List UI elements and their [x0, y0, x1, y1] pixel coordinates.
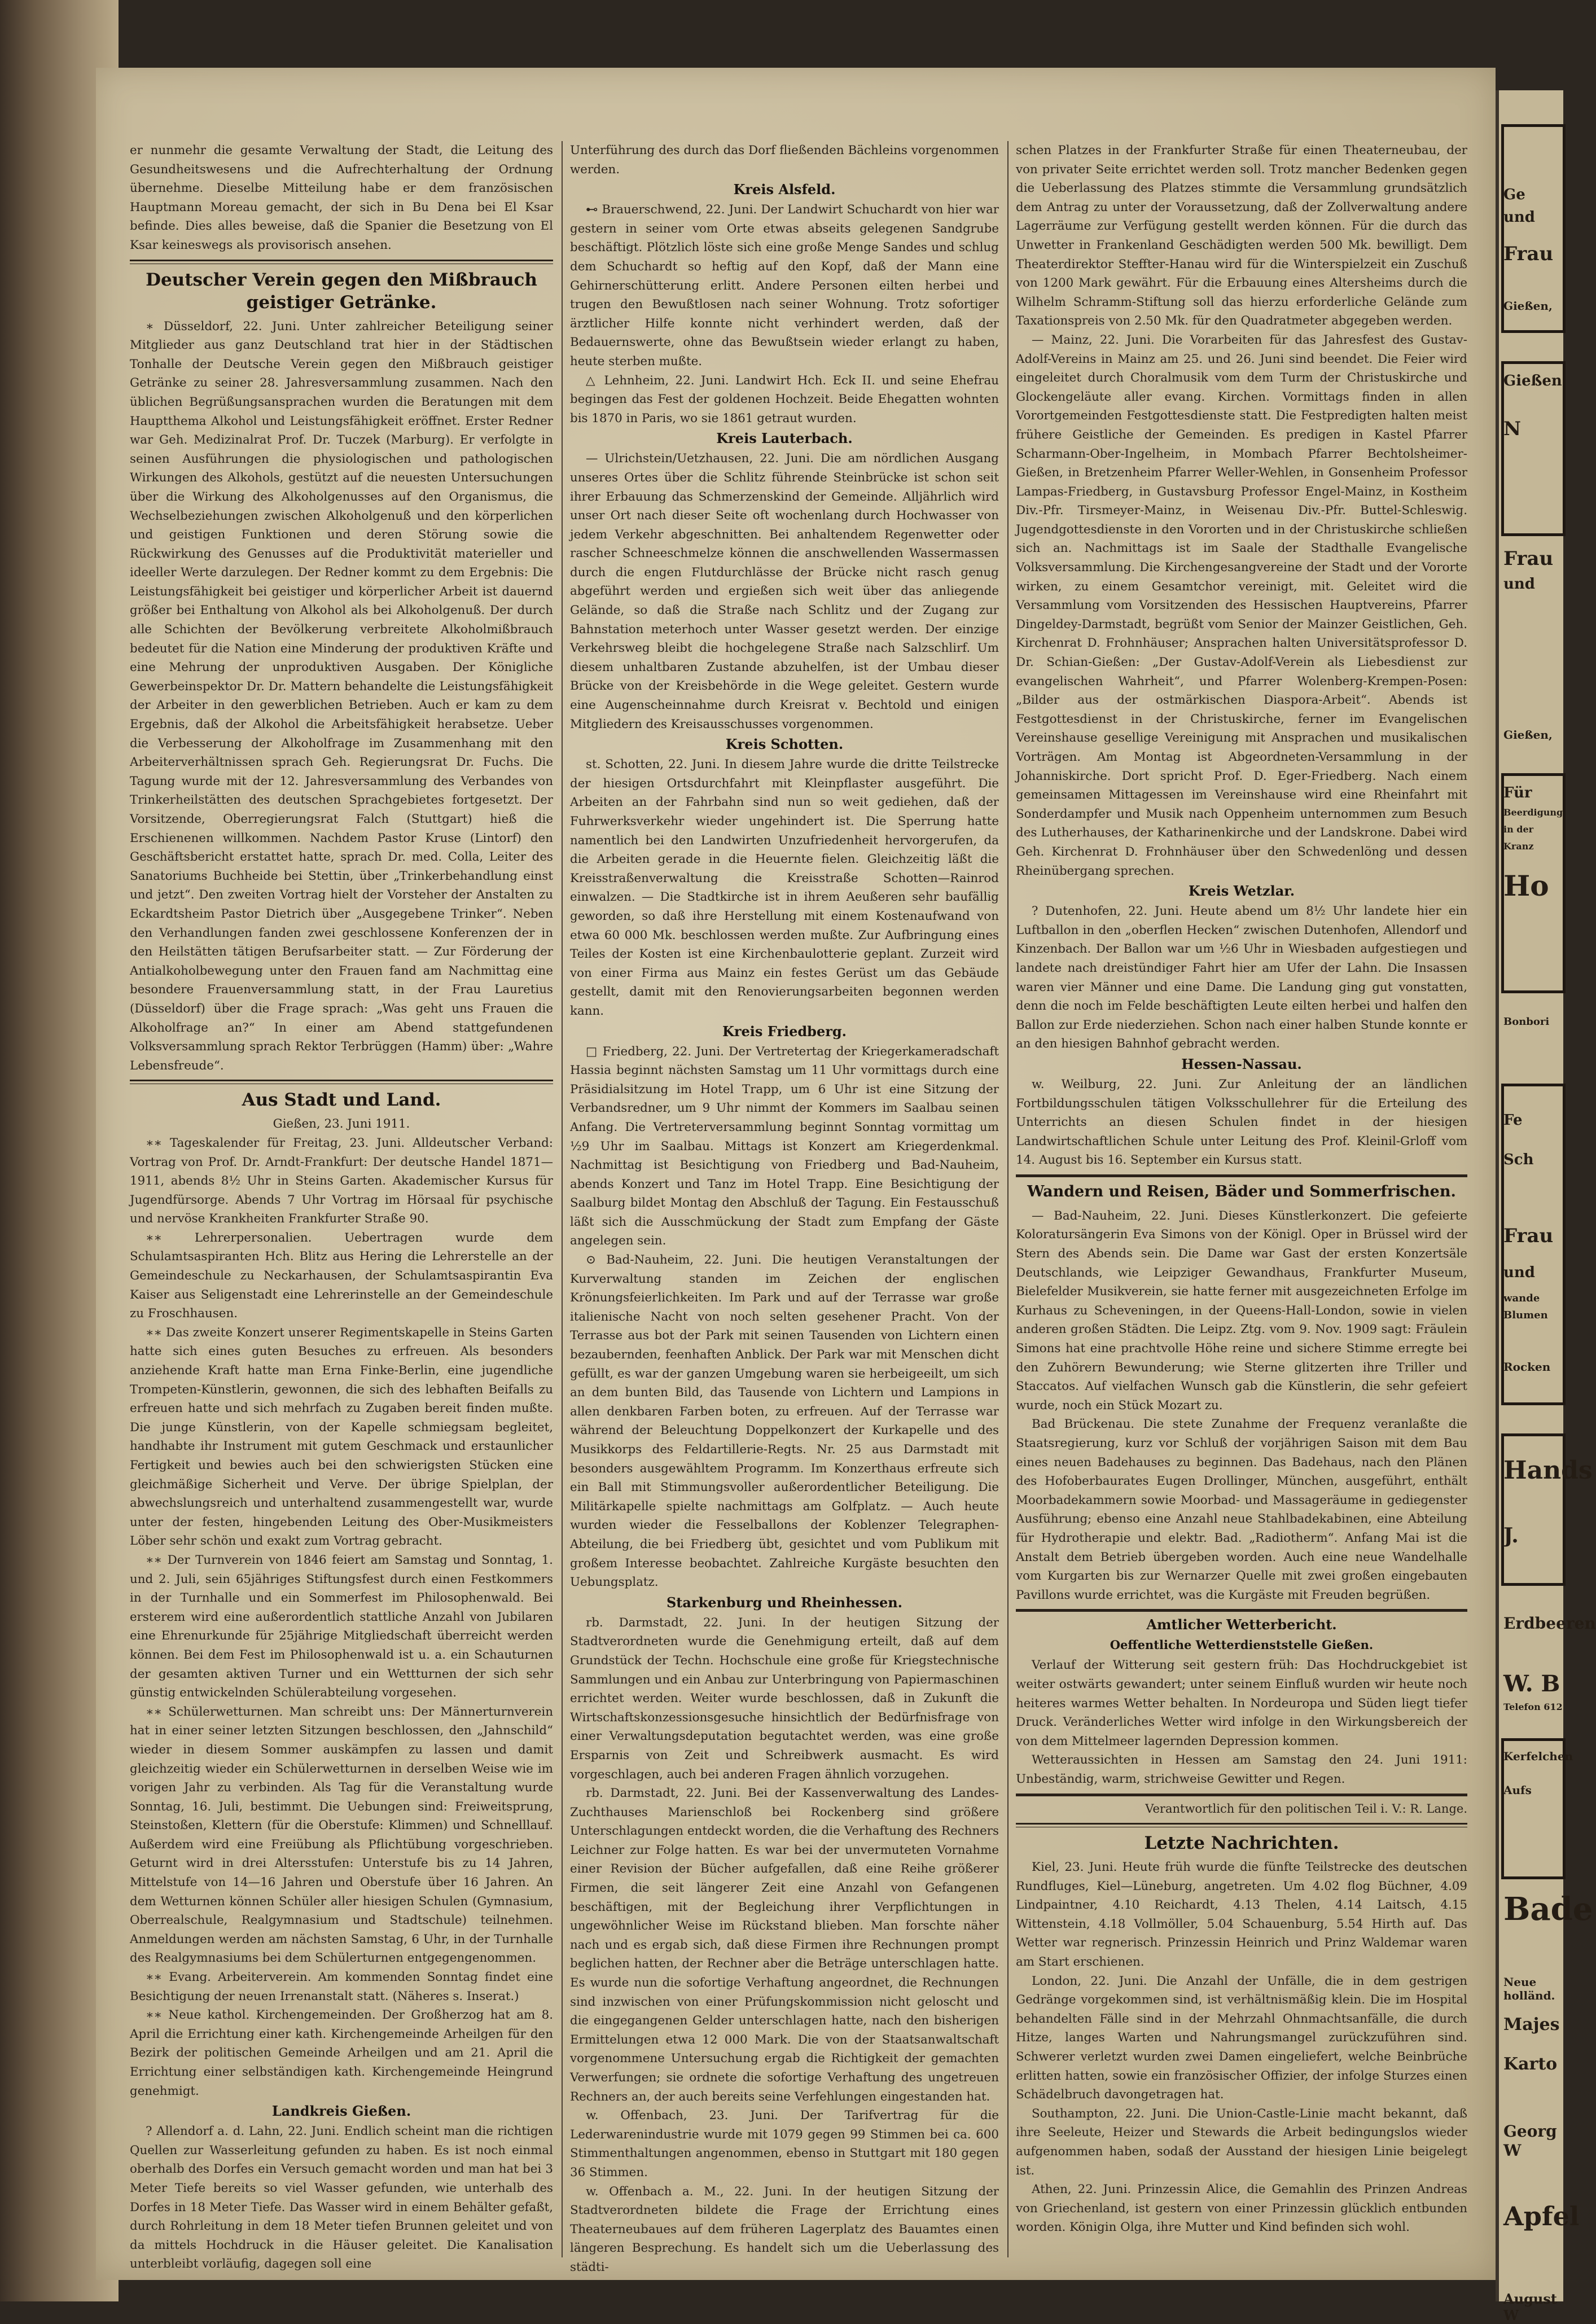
column-separator — [562, 141, 563, 2257]
news-item: ? Allendorf a. d. Lahn, 22. Juni. Endlich scheint man die richtigen Quellen zur Wasserleitung gefunden zu haben. Es ist noch einmal oberhalb des Dorfes ein Versuch gemacht worden und man hat bei 3 Meter Tiefe bereits so viel Wasser gefunden, wie unterhalb des Dorfes in 18 Meter Tiefe. Das Wasser wird in einem Behälter gefaßt, durch Rohrleitung in dem 18 Meter tiefen Brunnen geleitet und von da mittels Hochdruck in die Häuser geleitet. Die Kanalisation unterbleibt vorläufig, dagegen soll eine — [130, 2124, 553, 2272]
column-2 — [570, 141, 999, 2277]
ad-fragment: Rocken — [1503, 1360, 1551, 1374]
divider — [130, 260, 553, 264]
section-heading: Deutscher Verein gegen den Mißbrauch geistiger Getränke. — [146, 269, 537, 313]
dateline: Gießen, 23. Juni 1911. — [273, 1117, 410, 1132]
ad-fragment: Apfel — [1503, 2201, 1580, 2231]
section-subheading: Starkenburg und Rheinhessen. — [666, 1594, 903, 1611]
adjacent-page-strip — [1496, 90, 1596, 2323]
news-item: □ Friedberg, 22. Juni. Der Vertretertag der Kriegerkameradschaft Hassia beginnt nächsten Samstag um 11 Uhr vormittags durch eine Präsidialsitzung im Hotel Trapp, um 6 Uhr ist eine Sitzung der Verbandsredner, um 9 Uhr nimmt der Kommers im Saalbau seinen Anfang. Die Vertreterversammlung beginnt Sonntag vormittag um ½9 Uhr im Saalbau. Mittags ist Konzert am Kriegerdenkmal. Nachmittag ist Besichtigung von Friedberg und Bad-Nauheim, abends Konzert und Tanz im Hotel Trapp. Eine Besichtigung der Saalburg bildet Montag den Abschluß der Tagung. Ein Festausschuß läßt sich die Ausschmückung der Stadt zum Empfang der Gäste angelegen sein. — [570, 1044, 999, 1248]
section-subheading: Hessen-Nassau. — [1181, 1055, 1302, 1072]
divider — [1016, 1823, 1467, 1827]
news-item: Kiel, 23. Juni. Heute früh wurde die fünfte Teilstrecke des deutschen Rundfluges, Kiel—Lüneburg, angetreten. Um 4.02 flog Büchner, 4.09 Lindpaintner, 4.10 Reichardt, 4.13 Thelen, 4.14 Laitsch, 4.15 Wittenstein, 4.18 Vollmöller, 5.04 Schauenburg, 5.54 Hirth auf. Das Wetter war regnerisch. Prinzessin Heinrich und Prinz Waldemar waren am Start erschienen. — [1016, 1860, 1467, 1970]
ad-fragment: Frau — [1503, 243, 1554, 265]
section-subheading: Kreis Lauterbach. — [716, 430, 853, 447]
ad-fragment: Aufs — [1503, 1783, 1532, 1797]
ad-fragment: Telefon 612 — [1503, 1702, 1563, 1712]
news-item: st. Schotten, 22. Juni. In diesem Jahre wurde die dritte Teilstrecke der hiesigen Ortsdurchfahrt mit Kleinpflaster ausgeführt. Die Arbeiten an der Fahrbahn sind nun so weit gediehen, daß der Fuhrwerksverkehr wieder ungehindert ist. Die Sperrung hatte namentlich bei den Landwirten Unzufriedenheit hervorgerufen, da die Arbeiten gerade in die Heuernte fielen. Gleichzeitig läßt die Kreisstraßenverwaltung die Kreisstraße Schotten—Rainrod einwalzen. — Die Stadtkirche ist in ihrem Aeußeren sehr baufällig geworden, so daß ihre Herstellung mit einem Kostenaufwand von etwa 60 000 Mk. beschlossen werden mußte. Zur Aufbringung eines Teiles der Kosten ist eine Kirchenbaulotterie geplant. Zurzeit wird von einer Firma aus Mainz ein festes Gerüst um das Gebäude gestellt, damit mit den Renovierungsarbeiten begonnen werden kann. — [570, 757, 999, 1018]
ad-fragment: und — [1503, 576, 1535, 593]
ad-fragment: J. — [1503, 1524, 1519, 1547]
section-heading: Aus Stadt und Land. — [242, 1090, 441, 1111]
imprint: Verantwortlich für den politischen Teil i. V.: R. Lange. — [1145, 1801, 1467, 1816]
news-item: rb. Darmstadt, 22. Juni. Bei der Kassenverwaltung des Landes-Zuchthauses Marienschloß bei Rockenberg sind größere Unterschlagungen entdeckt worden, die die Verhaftung des Rechners Leichner zur Folge hatten. Es war bei der unvermuteten Vornahme einer Revision der Bücher aufgefallen, daß eine Reihe größerer Firmen, die seit längerer Zeit eine Anzahl von Gefangenen beschäftigen, mit der Begleichung ihrer Verpflichtungen in ungewöhnlicher Weise im Rückstand blieben. Man forschte näher nach und es ergab sich, daß diese Firmen ihre Rechnungen prompt beglichen hatten, der Rechner aber die Beträge unterschlagen hatte. Es wurde nun die sofortige Verhaftung angeordnet, die Rechnungen sind inzwischen von einer Prüfungskommission nicht geloscht und die eingegangenen Gelder unterschlagen hatte, nach den bisherigen Ermittelungen etwa 12 000 Mark. Die von der Staatsanwaltschaft vorgenommene Untersuchung ergab die Richtigkeit der gemachten Verwerfungen; sie ordnete die sofortige Verhaftung des ungetreuen Rechners an, der auch bereits seine Verfehlungen eingestanden hat. — [570, 1786, 999, 2104]
ad-fragment: und — [1503, 1264, 1535, 1281]
news-item: ∗∗ Lehrerpersonalien. Uebertragen wurde dem Schulamtsaspiranten Hch. Blitz aus Hering die Lehrerstelle an der Gemeindeschule zu Neckarhausen, der Schulamtsaspirantin Eva Kaiser aus Seligenstadt eine Lehrerinstelle an der Gemeindeschule zu Froschhausen. — [130, 1230, 553, 1321]
news-item: — Ulrichstein/Uetzhausen, 22. Juni. Die am nördlichen Ausgang unseres Ortes über die Schlitz führende Steinbrücke ist schon seit ihrer Erbauung das Schmerzenskind der Gemeinde. Alljährlich wird unser Ort nach dieser Seite oft wochenlang durch Hochwasser von jedem Verkehr abgeschnitten. Bei anhaltendem Regenwetter oder rascher Schneeschmelze können die anschwellenden Wassermassen durch die engen Flutdurchlässe der Brücke nicht rasch genug abgeführt werden und ergießen sich weit über das anliegende Gelände, so daß die Straße nach Schlitz und der Zugang zur Bahnstation meterhoch unter Wasser gesetzt werden. Der einzige Verkehrsweg bleibt die hochgelegene Straße nach Salzschlirf. Um diesem unhaltbaren Zustande abzuhelfen, ist der Umbau dieser Brücke von der Kreisbehörde in die Wege geleitet. Gestern wurde eine Augenscheinnahme durch Kreisrat v. Bechtold und einigen Mitgliedern des Kreisausschusses vorgenommen. — [570, 451, 999, 731]
article-intro: er nunmehr die gesamte Verwaltung der Stadt, die Leitung des Gesundheitswesens und die Aufrechterhaltung der Ordnung übernehme. Dieselbe Mitteilung habe er dem französischen Hauptmann Moreau gemacht, der sich in Bu Dena bei El Ksar befinde. Dies alles beweise, daß die Spanier die Besetzung von El Ksar keineswegs als provisorisch ansehen. — [130, 143, 553, 252]
column-separator — [1007, 141, 1009, 2257]
ad-fragment: N — [1503, 418, 1522, 440]
news-item: ∗∗ Das zweite Konzert unserer Regimentskapelle in Steins Garten hatte sich eines guten Besuches zu erfreuen. Als besonders anziehende Kraft hatte man Erna Finke-Berlin, eine jugendliche Trompeten-Künstlerin, gewonnen, die sich des lebhaften Beifalls zu erfreuen hatte und sich mehrfach zu Zugaben bereit finden mußte. Die junge Künstlerin, von der Kapelle schmiegsam begleitet, handhabte ihr Instrument mit gutem Geschmack und erstaunlicher Fertigkeit und bewies auch bei den schwierigsten Stücken eine gleichmäßige Sicherheit und Verve. Der übrige Spielplan, der abwechslungsreich und unterhaltend zusammengestellt war, wurde unter der festen, hingebenden Leitung des Ober-Musikmeisters Löber sehr schön und exakt zum Vortrag gebracht. — [130, 1325, 553, 1549]
news-item: ∗∗ Schülerwetturnen. Man schreibt uns: Der Männerturnverein hat in einer seiner letzten Sitzungen beschlossen, den „Jahnschild“ wieder in diesem Sommer auskämpfen zu lassen und damit gleichzeitig wieder ein Schülerwetturnen in derselben Weise wie im vorigen Jahr zu verbinden. Als Tag für die Veranstaltung wurde Sonntag, 16. Juli, bestimmt. Die Uebungen sind: Freiweitsprung, Steinstoßen, Klettern (für die Oberstufe: Klimmen) und Schnelllauf. Außerdem wird eine Freiübung als Pflichtübung vorgeschrieben. Geturnt wird in drei Altersstufen: Unterstufe bis zu 14 Jahren, Mittelstufe von 14—16 Jahren und Oberstufe über 16 Jahren. An dem Wetturnen können Schüler aller hiesigen Schulen (Gymnasium, Oberrealschule, Realgymnasium und Stadtschule) teilnehmen. Anmeldungen werden am nächsten Samstag, 6 Uhr, in der Turnhalle des Realgymnasiums bei dem Schülerturnen entgegengenommen. — [130, 1704, 553, 1966]
weather-forecast: Wetteraussichten in Hessen am Samstag den 24. Juni 1911: Unbeständig, warm, strichweise Gewitter und Regen. — [1016, 1753, 1467, 1786]
article-intro: schen Platzes in der Frankfurter Straße für einen Theaterneubau, der von privater Seite errichtet werden soll. Trotz mancher Bedenken gegen die Ueberlassung des Platzes stimmte die Versammlung grundsätzlich dem Antrag zu unter der Voraussetzung, daß der Zollverwaltung andere Lagerräume zur Verfügung gestellt werden können. Für die durch das Unwetter in Frankenland Geschädigten werden 500 Mk. bewilligt. Dem Theaterdirektor Steffter-Hanau wird für die Winterspielzeit ein Zuschuß von 1200 Mark gewährt. Für die Erbauung eines Altersheims durch die Wilhelm Schramm-Stiftung soll das hierzu erforderliche Gelände zum Taxationspreis von 2.50 Mk. für den Quadratmeter abgegeben werden. — [1016, 143, 1467, 328]
ad-fragment: Erdbeeren — [1503, 1614, 1596, 1633]
section-subheading: Kreis Alsfeld. — [733, 181, 836, 198]
news-item: — Bad-Nauheim, 22. Juni. Dieses Künstlerkonzert. Die gefeierte Koloratursängerin Eva Simons von der Königl. Oper in Brüssel wird der Stern des Abends sein. Die Dame war Gast der ersten Konzertsäle Deutschlands, wie Leipziger Gewandhaus, Frankfurter Museum, Bielefelder Musikverein, sie hatte ferner mit ausgezeichneten Erfolge im Kurhaus zu Scheveningen, in der Queens-Hall-London, sowie in vielen anderen großen Städten. Die Leipz. Ztg. vom 9. Nov. 1909 sagt: Fräulein Simons hat eine prachtvolle Höhe reine und sichere Stimme erregte bei den Zuhörern Bewunderung; wie Sterne glitzerten ihre Triller und Staccatos. Auf vielfachen Wunsch gab die Künstlerin, die sehr gefeiert wurde, noch ein Stück Mozart zu. — [1016, 1208, 1467, 1413]
news-item: London, 22. Juni. Die Anzahl der Unfälle, die in dem gestrigen Gedränge vorgekommen sind, ist verhältnismäßig klein. Die im Hospital behandelten Fälle sind in der Mehrzahl Ohnmachtsanfälle, die durch Hitze, langes Warten und Nahrungsmangel zurückzuführen sind. Schwerer verletzt wurden zwei Damen eingeliefert, welche Beinbrüche erlitten hatten, sowie ein französischer Offizier, der infolge Sturzes einen Schädelbruch davongetragen hat. — [1016, 1974, 1467, 2102]
weather-report: Verlauf der Witterung seit gestern früh: Das Hochdruckgebiet ist weiter ostwärts gewandert; unter seinem Einfluß wurden wir heute noch heiteres warmes Wetter behalten. In Nordeuropa und Süden liegt tiefer Druck. Veränderliches Wetter wird infolge in den Wirkungsbereich der von dem Mittelmeer lagernden Depression kommen. — [1016, 1658, 1467, 1748]
section-subheading: Amtlicher Wetterbericht. — [1146, 1616, 1337, 1633]
ad-fragment: August W — [1503, 2291, 1557, 2323]
article-intro: Unterführung des durch das Dorf fließenden Bächleins vorgenommen werden. — [570, 143, 999, 177]
ad-fragment: Frau — [1503, 547, 1554, 570]
news-item: ∗∗ Evang. Arbeiterverein. Am kommenden Sonntag findet eine Besichtigung der neuen Irrenanstalt statt. (Näheres s. Inserat.) — [130, 1970, 553, 2003]
news-item: ⊙ Bad-Nauheim, 22. Juni. Die heutigen Veranstaltungen der Kurverwaltung standen im Zeichen der englischen Krönungsfeierlichkeiten. Im Park und auf der Terrasse war große italienische Nacht von noch selten gesehener Pracht. Von der Terrasse aus bot der Park mit seinen Tausenden von Lichtern einen bezaubernden, feenhaften Anblick. Der Park war mit Menschen dicht gefüllt, es war der ganzen Umgebung waren sie herbeigeeilt, um sich an dem bunten Bild, das Tausende von Lichtern und Lampions in allen denkbaren Farben boten, zu erfreuen. Auf der Terrasse war während der Beleuchtung Doppelkonzert der Kurkapelle und des Musikkorps des Feldartillerie-Regts. Nr. 25 aus Darmstadt mit besonders ausgewähltem Programm. Im Konzerthaus erfreute sich ein Ball mit Stimmungsvoller außerordentlicher Beteiligung. Die Militärkapelle spielte nachmittags am Golfplatz. — Auch heute wurden wieder die Fesselballons der Koblenzer Telegraphen-Abteilung, die bei Friedberg übt, gesichtet und vom Publikum mit großem Interesse beobachtet. Zahlreiche Kurgäste besuchten den Uebungsplatz. — [570, 1253, 999, 1590]
ad-fragment: Fe — [1503, 1112, 1523, 1129]
ad-fragment: Ge — [1503, 186, 1525, 203]
section-subheading: Landkreis Gießen. — [271, 2103, 411, 2120]
ad-fragment: Majes — [1503, 2015, 1560, 2034]
ad-fragment: Neue holländ. — [1503, 1975, 1555, 2002]
ad-fragment: Hands — [1503, 1456, 1593, 1485]
news-item: w. Offenbach, 23. Juni. Der Tarifvertrag für die Lederwarenindustrie wurde mit 1079 gegen 99 Stimmen bei ca. 600 Stimmenthaltungen angenommen, ebenso in Stuttgart mit 180 gegen 36 Stimmen. — [570, 2108, 999, 2180]
ad-fragment: Für — [1503, 784, 1532, 801]
news-item: Athen, 22. Juni. Prinzessin Alice, die Gemahlin des Prinzen Andreas von Griechenland, ist gestern von einer Prinzessin glücklich entbunden worden. Königin Olga, ihre Mutter und Kind befinden sich wohl. — [1016, 2182, 1467, 2235]
ad-fragment: Sch — [1503, 1151, 1534, 1168]
divider — [1016, 1174, 1467, 1177]
news-item: w. Offenbach a. M., 22. Juni. In der heutigen Sitzung der Stadtverordneten bildete die Frage der Errichtung eines Theaterneubaues auf dem früheren Lagerplatz des Bauamtes einen längeren Besprechung. Es handelt sich um die Ueberlassung des städti- — [570, 2184, 999, 2274]
column-3 — [1016, 141, 1467, 2237]
ad-fragment: W. B — [1503, 1670, 1560, 1697]
section-subheading: Oeffentliche Wetterdienststelle Gießen. — [1110, 1638, 1374, 1652]
ad-fragment: Kranz — [1503, 841, 1534, 852]
news-item: Bad Brückenau. Die stete Zunahme der Frequenz veranlaßte die Staatsregierung, kurz vor Schluß der vorjährigen Saison mit dem Bau eines neuen Badehauses zu beginnen. Das Badehaus, nach den Plänen des Hofoberbaurates Eugen Drollinger, München, ausgeführt, enthält Moorbadekammern sowie Moorbad- und Massageräume in gediegenster Ausführung; ebenso eine Anzahl neue Stahlbadekabinen, eine Abteilung für Hydrotherapie und elektr. Bad. „Radiotherm“. Anfang Mai ist die Anstalt dem Betrieb übergeben worden. Auch eine neue Wandelhalle vom Kurgarten bis zur Wernarzer Quelle mit zwei großen eingebauten Pavillons wurde errichtet, was die Kurgäste mit Freuden begrüßen. — [1016, 1417, 1467, 1602]
ad-fragment: Georg W — [1503, 2122, 1557, 2160]
ad-fragment: Beerdigung — [1503, 807, 1563, 818]
section-subheading: Kreis Friedberg. — [722, 1023, 847, 1040]
news-item: — Mainz, 22. Juni. Die Vorarbeiten für das Jahresfest des Gustav-Adolf-Vereins in Mainz am 25. und 26. Juni sind beendet. Die Feier wird eingeleitet durch Choralmusik vom dem Turm der Christuskirche und Glockengeläute aller evang. Kirchen. Vormittags finden in allen Vorortgemeinden Festgottesdienste statt. Die Festpredigten halten meist frühere Geistliche der Gemeinden. Es predigen in Kastel Pfarrer Scharmann-Ober-Ingelheim, in Mombach Pfarrer Bechtolsheimer-Gießen, in Bretzenheim Pfarrer Weller-Wehlen, in Gonsenheim Professor Lampas-Friedberg, in Gustavsburg Professor Engel-Mainz, in Kostheim Div.-Pfr. Tirsmeyer-Mainz, in Weisenau Div.-Pfr. Buttel-Schleswig. Jugendgottesdienste in den Vororten und in der Christuskirche schließen sich an. Nachmittags ist im Saale der Stadthalle Evangelische Volksversammlung. Die Kirchengesangvereine der Stadt und der Vororte wirken, zu einem Gesamtchor vereinigt, mit. Geleitet wird die Versammlung vom Vorsitzenden des Hessischen Hauptvereins, Pfarrer Dingeldey-Darmstadt, begrüßt vom Senior der Mainzer Geistlichen, Geh. Kirchenrat D. Frohnhäuser; Ansprachen halten Universitätsprofessor D. Dr. Schian-Gießen: „Der Gustav-Adolf-Verein als Liebesdienst zur evangelischen Wahrheit“, und Pfarrer Wolenberg-Krempen-Posen: „Bilder aus der ostmärkischen Diaspora-Arbeit“. Abends ist Festgottesdienst in der Christuskirche, ferner im Evangelischen Vereinshause gesellige Vereinigung mit Ansprachen und musikalischen Vorträgen. Am Montag ist Abgeordneten-Versammlung in der Johanniskirche. Dort spricht Prof. D. Eger-Friedberg. Nach einem gemeinsamen Mittagessen im Vereinshause wird eine Rheinfahrt mit Sonderdampfer und Musik nach Oppenheim unternommen zum Besuch des Lutherhauses, der Katharinenkirche und der Landskrone. Dabei wird Geh. Kirchenrat D. Frohnhäuser über den Schwedenlöng und dessen Rheinübergang sprechen. — [1016, 332, 1467, 878]
ad-fragment: Kerfelchen — [1503, 1749, 1573, 1763]
divider — [1016, 1609, 1467, 1612]
ad-fragment: Gießen — [1503, 372, 1562, 389]
article-text: ∗ Düsseldorf, 22. Juni. Unter zahlreicher Beteiligung seiner Mitglieder aus ganz Deutschland trat hier in der Städtischen Tonhalle der Deutsche Verein gegen den Mißbrauch geistiger Getränke zu seiner 28. Jahresversammlung zusammen. Nach den üblichen Begrüßungsansprachen wurden die Beratungen mit dem Hauptthema Alkohol und Leistungsfähigkeit eröffnet. Erster Redner war Geh. Medizinalrat Prof. Dr. Tuczek (Marburg). Er verfolgte in seinen Ausführungen die physiologischen und pathologischen Wirkungen des Alkohols, gestützt auf die neuesten Untersuchungen über die Wirkung des Alkoholgenusses auf den Organismus, die Wechselbeziehungen zwischen Alkoholgenuß und den körperlichen und geistigen Funktionen und deren Störung sowie die Rückwirkung des Genusses auf die Produktivität materieller und ideeller Werte darzulegen. Der Redner kommt zu dem Ergebnis: Die Leistungsfähigkeit bei geistiger und körperlicher Arbeit ist dauernd größer bei Enthaltung von Alkohol als bei Alkoholgenuß. Der durch alle Schichten der Bevölkerung verbreitete Alkoholmißbrauch bedeutet für die Nation eine Minderung der produktiven Kräfte und eine Mehrung der unproduktiven Ausgaben. Der Königliche Gewerbeinspektor Dr. Dr. Mattern behandelte die Leistungsfähigkeit der Arbeiter in den gewerblichen Betrieben. Auch er kam zu dem Ergebnis, daß der Alkohol die Arbeitsfähigkeit herabsetze. Ueber die Verbesserung der Alkoholfrage im Zusammenhang mit den Arbeiterverhältnissen sprach Geh. Regierungsrat Dr. Fuchs. Die Tagung wurde mit der 12. Jahresversammlung des Verbandes von Trinkerheilstätten des deutschen Sprachgebietes fortgesetzt. Der Vorsitzende, Oberregierungsrat Falch (Stuttgart) hieß die Erschienenen willkommen. Nachdem Pastor Kruse (Lintorf) den Geschäftsbericht erstattet hatte, sprach Dr. med. Colla, Leiter des Sanatoriums Buchheide bei Stettin, über „Trinkerbehandlung einst und jetzt“. Den zweiten Vortrag hielt der Vorsteher der Anstalten zu Eckardtsheim Pastor Dietrich über „Ausgegebene Trinker“. Neben den Verhandlungen fanden zwei geschlossene Konferenzen der in den Heilstätten tätigen Berufsarbeiter statt. — Zur Förderung der Antialkoholbewegung unter den Frauen fand am Nachmittag eine besondere Frauenversammlung statt, in der Frau Lauretius (Düsseldorf) über die Frage sprach: „Was geht uns Frauen die Alkoholfrage an?“ In einer am Abend stattgefundenen Volksversammlung sprach Rektor Terbrüggen (Hamm) über: „Wahre Lebensfreude“. — [130, 319, 553, 1073]
news-item: Southampton, 22. Juni. Die Union-Castle-Linie macht bekannt, daß ihre Seeleute, Heizer und Stewards die Arbeit bedingungslos wieder aufgenommen haben, sodaß der Ausstand der hiesigen Linie beigelegt ist. — [1016, 2106, 1467, 2178]
ad-fragment: Bade — [1503, 1891, 1593, 1928]
ad-fragment: Gießen, — [1503, 299, 1553, 313]
ad-fragment: und — [1503, 209, 1535, 226]
ad-fragment: Blumen — [1503, 1309, 1548, 1321]
divider — [130, 1080, 553, 1084]
section-heading: Wandern und Reisen, Bäder und Sommerfrischen. — [1027, 1182, 1456, 1200]
news-item: △ Lehnheim, 22. Juni. Landwirt Hch. Eck II. und seine Ehefrau begingen das Fest der goldenen Hochzeit. Beide Ehegatten wohnten bis 1870 in Paris, wo sie 1861 getraut wurden. — [570, 373, 999, 426]
news-item: ∗∗ Der Turnverein von 1846 feiert am Samstag und Sonntag, 1. und 2. Juli, sein 65jähriges Stiftungsfest durch einen Festkommers in der Turnhalle und ein Sommerfest im Philosophenwald. Bei ersterem wird eine außerordentlich stattliche Anzahl von Jubilaren eine Ehrenurkunde für 25jährige Mitgliedschaft überreicht werden können. Bei dem Fest im Philosophenwald ist u. a. ein Schauturnen der gesamten aktiven Turner und ein Wettturnen der sich sehr günstig entwickelnden Schülerabteilung vorgesehen. — [130, 1553, 553, 1700]
ad-fragment: Karto — [1503, 2054, 1558, 2074]
news-item: ⊷ Brauerschwend, 22. Juni. Der Landwirt Schuchardt von hier war gestern in seiner vom Orte etwas abseits gelegenen Sandgrube beschäftigt. Plötzlich löste sich eine große Menge Sandes und schlug dem Schuchardt so heftig auf den Kopf, daß der Mann eine Gehirnerschütterung erlitt. Andere Personen eilten herbei und trugen den Bewußtlosen nach seiner Wohnung. Trotz sofortiger ärztlicher Hilfe konnte nicht verhindert werden, daß der Bedauernswerte, ohne das Bewußtsein wieder erlangt zu haben, heute sterben mußte. — [570, 203, 999, 369]
section-heading: Letzte Nachrichten. — [1144, 1833, 1339, 1854]
ad-fragment: wande — [1503, 1292, 1540, 1304]
news-item: ∗∗ Neue kathol. Kirchengemeinden. Der Großherzog hat am 8. April die Errichtung einer kath. Kirchengemeinde Arheilgen für den Bezirk der politischen Gemeinde Arheilgen und am 21. April die Errichtung einer selbständigen kath. Kirchengemeinde Heingrund genehmigt. — [130, 2008, 553, 2098]
news-item: ? Dutenhofen, 22. Juni. Heute abend um 8½ Uhr landete hier ein Luftballon in den „oberflen Hecken“ zwischen Dutenhofen, Allendorf und Kinzenbach. Der Ballon war um ½6 Uhr in Wiesbaden aufgestiegen und landete nach dreistündiger Fahrt hier am Ufer der Lahn. Die Insassen waren vier Männer und eine Dame. Die Landung ging gut vonstatten, denn die noch im Felde beschäftigten Leute eilten herbei und halfen den Ballon zur Erde niederziehen. Schon nach einer halben Stunde konnte er an den hiesigen Bahnhof gebracht werden. — [1016, 904, 1467, 1051]
column-1 — [130, 141, 553, 2274]
ad-fragment: Frau — [1503, 1225, 1554, 1247]
divider — [1016, 1794, 1467, 1796]
ad-fragment: in der — [1503, 824, 1534, 835]
ad-fragment: Gießen, — [1503, 728, 1553, 742]
news-item: w. Weilburg, 22. Juni. Zur Anleitung der an ländlichen Fortbildungsschulen tätigen Volksschullehrer für die Erteilung des Unterrichts an diesen Schulen findet in der hiesigen Landwirtschaftlichen Schule unter Leitung des Prof. Kleinil-Grloff vom 14. August bis 16. September ein Kursus statt. — [1016, 1077, 1467, 1168]
ad-fragment: Ho — [1503, 869, 1549, 902]
section-subheading: Kreis Wetzlar. — [1188, 883, 1295, 900]
news-item: ∗∗ Tageskalender für Freitag, 23. Juni. Alldeutscher Verband: Vortrag von Prof. Dr. Arndt-Frankfurt: Der deutsche Handel 1871—1911, abends 8½ Uhr in Steins Garten. Akademischer Kursus für Jugendfürsorge. Abends 7 Uhr Vortrag im Hörsaal für psychische und nervöse Krankheiten Frankfurter Straße 90. — [130, 1135, 553, 1226]
ad-fragment: Bonbori — [1503, 1016, 1550, 1028]
news-item: rb. Darmstadt, 22. Juni. In der heutigen Sitzung der Stadtverordneten wurde die Genehmigung erteilt, daß auf dem Grundstück der Techn. Hochschule eine große für Kriegstechnische Sammlungen und ein Anbau zur Unterbringung von Papiermaschinen errichtet werden. Weiter wurde beschlossen, daß in Zukunft die Wirtschaftskonzessionsgesuche hinsichtlich der Bedürfnisfrage von einer Verwaltungsdeputation begutachtet werden, was eine große Ersparnis von Zeit und Schreibwerk ausmacht. Es wird vorgeschlagen, auch bei anderen Fragen ähnlich vorzugehen. — [570, 1615, 999, 1782]
section-subheading: Kreis Schotten. — [725, 736, 844, 753]
